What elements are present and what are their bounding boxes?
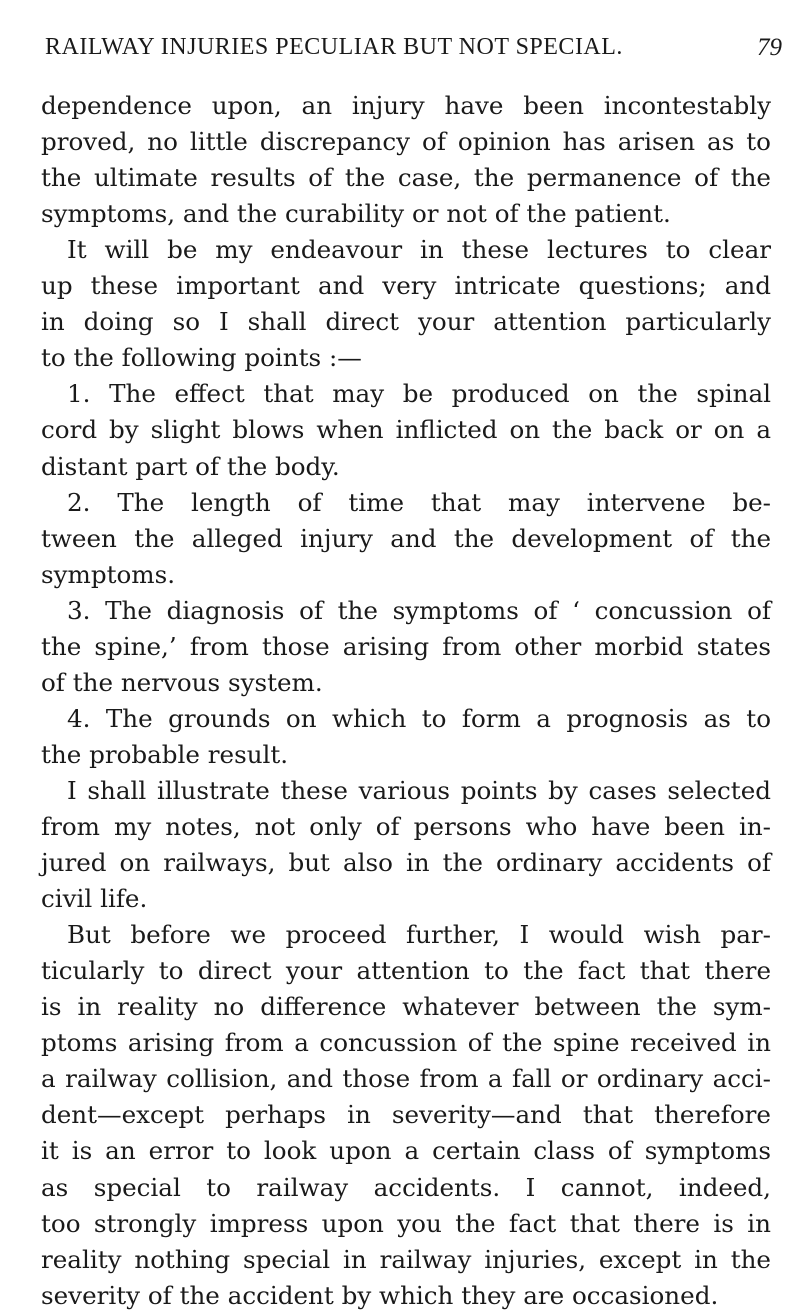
text-line: dependence upon, an injury have been incontestably — [41, 91, 771, 120]
page-number: 79 — [757, 34, 782, 61]
text-line: dent—except perhaps in severity—and that therefore — [41, 1100, 771, 1130]
text-line: as special to railway accidents. I cannot, indeed, — [41, 1172, 771, 1202]
text-line: 4. The grounds on which to form a prognosis as to — [67, 703, 771, 733]
running-title: RAILWAY INJURIES PECULIAR BUT NOT SPECIAL. — [45, 34, 623, 60]
text-line: symptoms. — [41, 559, 176, 589]
text-line: the spine,’ from those arising from other morbid states — [41, 631, 771, 661]
text-line: too strongly impress upon you the fact that there is in — [41, 1208, 771, 1238]
text-line: distant part of the body. — [41, 451, 340, 481]
text-line: up these important and very intricate questions; and — [41, 271, 771, 301]
text-line: to the following points :— — [41, 343, 362, 373]
text-line: is in reality no difference whatever between the sym- — [41, 992, 771, 1022]
text-line: the ultimate results of the case, the permanence of the — [41, 163, 771, 193]
text-line: 3. The diagnosis of the symptoms of ‘ concussion of — [67, 595, 771, 625]
text-line: cord by slight blows when inflicted on the back or on a — [41, 415, 771, 445]
text-line: it is an error to look upon a certain class of symptoms — [41, 1136, 771, 1166]
text-line: symptoms, and the curability or not of the patient. — [41, 199, 671, 229]
running-head — [0, 34, 801, 64]
text-line: in doing so I shall direct your attention particularly — [41, 307, 771, 337]
text-line: 2. The length of time that may intervene be- — [67, 487, 771, 517]
text-line: severity of the accident by which they are occasioned. — [41, 1280, 719, 1310]
text-line: reality nothing special in railway injuries, except in the — [41, 1244, 771, 1274]
text-line: But before we proceed further, I would wish par- — [67, 920, 771, 950]
text-line: ticularly to direct your attention to the fact that there — [41, 956, 771, 986]
text-line: I shall illustrate these various points by cases selected — [67, 775, 771, 805]
text-line: of the nervous system. — [41, 667, 323, 697]
text-line: a railway collision, and those from a fall or ordinary acci- — [41, 1064, 771, 1094]
text-line: 1. The effect that may be produced on the spinal — [67, 379, 771, 409]
text-line: proved, no little discrepancy of opinion has arisen as to — [41, 127, 771, 157]
text-line: jured on railways, but also in the ordinary accidents of — [41, 848, 771, 878]
text-line: ptoms arising from a concussion of the spine received in — [41, 1028, 771, 1058]
text-line: the probable result. — [41, 739, 289, 769]
text-line: from my notes, not only of persons who have been in- — [41, 812, 771, 841]
text-line: civil life. — [41, 884, 148, 914]
text-line: tween the alleged injury and the development of the — [41, 523, 771, 553]
text-line: It will be my endeavour in these lectures to clear — [67, 235, 771, 265]
